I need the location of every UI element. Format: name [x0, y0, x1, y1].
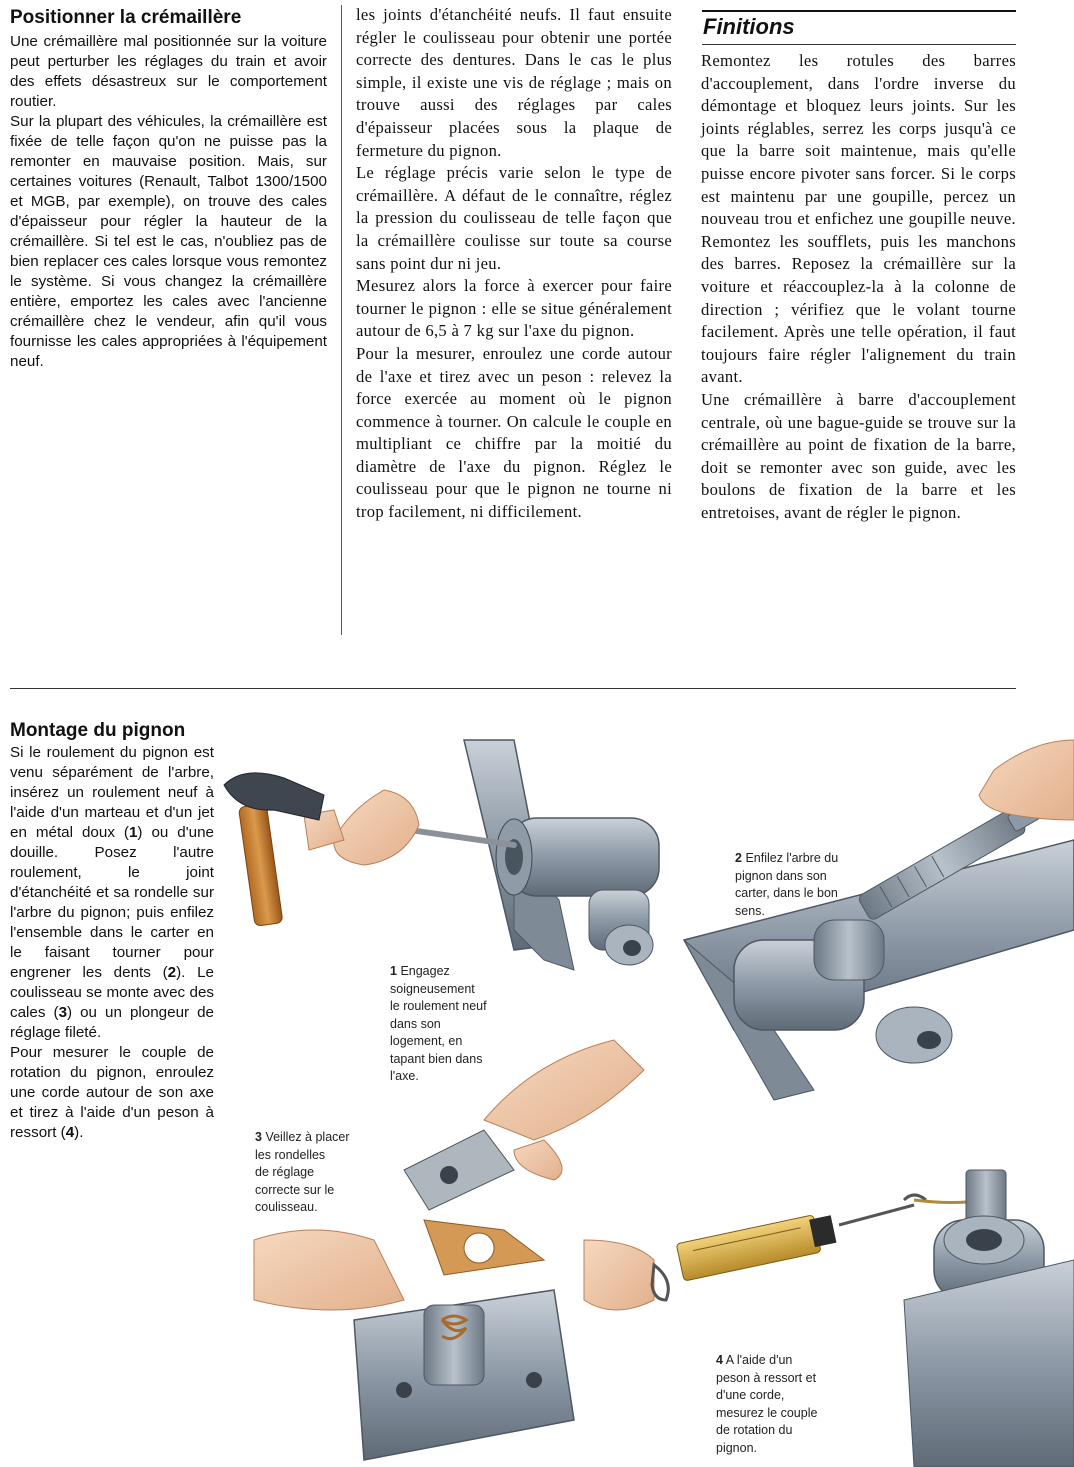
caption-line: dans son [390, 1016, 441, 1031]
paragraph: les joints d'étanchéité neufs. Il faut ensuite régler le coulisseau pour obtenir une portée correcte des dentures. Dans le cas le plus simple, il existe une vis de réglage ; mais on trouve aussi des réglages par cales d'épaisseur placées sous la plaque de fermeture du pignon. [356, 5, 672, 160]
section-finitions-text [701, 50, 1016, 524]
step-ref: 4 [65, 1124, 75, 1141]
caption-line: pignon dans son [735, 868, 827, 883]
caption-number: 4 [716, 1353, 723, 1367]
section-montage-text [10, 743, 214, 1143]
text-run: ). [74, 1124, 84, 1141]
section-title-finitions: Finitions [703, 14, 795, 39]
section-title-montage: Montage du pignon [10, 720, 186, 741]
caption-line: Veillez à placer [265, 1130, 350, 1144]
caption-line: sens. [735, 903, 765, 918]
caption-line: Enfilez l'arbre du [745, 851, 839, 865]
caption-line: logement, en [390, 1034, 463, 1048]
caption-line: tapant bien dans [390, 1051, 483, 1066]
caption-number: 2 [735, 851, 742, 865]
caption-line: mesurez le couple [716, 1405, 818, 1420]
text-run: ). Le coulisseau se monte avec des cales ( [10, 964, 214, 1021]
column-divider [341, 5, 342, 635]
caption-line: correcte sur le [255, 1182, 335, 1197]
caption-line: les rondelles [255, 1147, 326, 1162]
paragraph [10, 1043, 214, 1143]
step1-illustration [224, 740, 659, 970]
paragraph: Le réglage précis varie selon le type de crémaillère. A défaut de le connaître, réglez la pression du coulisseau de telle façon que la crémaillère coulisse sur toute sa course sans point dur ni jeu. [356, 163, 672, 273]
caption-line: A l'aide d'un [725, 1353, 793, 1367]
caption-line: d'une corde, [716, 1388, 785, 1402]
caption-line: pignon. [716, 1440, 758, 1455]
paragraph: Sur la plupart des véhicules, la crémaillère est fixée de telle façon qu'on ne puisse pas la remonter en mauvaise position. Mais, sur certaines voitures (Renault, Talbot 1300/1500 et MGB, par exemple), on trouve des cales d'épaisseur pour régler la hauteur de la crémaillère. Si tel est le cas, n'oubliez pas de bien replacer ces cales lorsque vous remontez le système. Si vous changez la crémaillère entière, emportez les cales avec l'ancienne crémaillère chez le vendeur, afin qu'il vous fournisse les cales appropriées à l'équipement neuf. [10, 113, 327, 370]
paragraph: Remontez les rotules des barres d'accouplement, dans l'ordre inverse du démontage et bloquez leurs joints. Sur les joints réglables, serrez les corps jusqu'à ce que la barre soit maintenue, mais qu'elle puisse encore pivoter sans forcer. Si le corps est maintenu par une goupille, percez un nouveau trou et enfichez une goupille neuve. Remontez les soufflets, puis les manchons des barres. Reposez la crémaillère sur la voiture et réaccouplez-la à la colonne de direction ; vérifiez que le volant tourne facilement. Après une telle opération, il faut toujours faire régler l'alignement du train avant. [701, 51, 1016, 387]
section-title-positionner: Positionner la crémaillère [10, 7, 242, 28]
step-ref: 3 [58, 1004, 68, 1021]
text-run: ) ou un plongeur de réglage fileté. [10, 1004, 215, 1041]
paragraph [10, 743, 214, 1043]
paragraph: Pour la mesurer, enroulez une corde autour de l'axe et tirez avec un peson : relevez la force exercée au moment où le pignon commence à tourner. On calcule le couple en multipliant ce chiffre par la moitié du diamètre de l'axe du pignon. Réglez le coulisseau pour que le pignon ne tourne ni trop facilement, ni difficilement. [356, 343, 672, 522]
section-positionner-text [10, 32, 327, 372]
caption-line: coulisseau. [255, 1200, 318, 1214]
caption-line: soigneusement [390, 981, 475, 996]
step-ref: 2 [167, 964, 177, 981]
caption-step-2 [735, 850, 875, 920]
finitions-top-rule [702, 10, 1016, 12]
caption-line: l'axe. [390, 1069, 419, 1083]
assembly-illustration [214, 700, 1074, 1467]
text-run: Si le roulement du pignon est venu séparément de l'arbre, insérez un roulement neuf à l'aide d'un marteau et d'un jet en métal doux ( [10, 744, 214, 841]
paragraph: Mesurez alors la force à exercer pour faire tourner le pignon : elle se situe généralement autour de 6,5 à 7 kg sur l'axe du pignon. [356, 276, 672, 341]
caption-step-1 [390, 963, 520, 1086]
caption-line: de réglage [255, 1165, 315, 1179]
caption-line: Engagez [400, 964, 450, 978]
caption-step-3 [255, 1129, 385, 1217]
caption-step-4 [716, 1352, 856, 1457]
step2-illustration [684, 740, 1074, 1100]
caption-line: de rotation du [716, 1423, 793, 1437]
finitions-title-rule [702, 44, 1016, 45]
caption-number: 1 [390, 964, 397, 978]
paragraph: Une crémaillère mal positionnée sur la voiture peut perturber les réglages du train et avoir des effets désastreux sur le comportement routier. [10, 33, 327, 110]
step-ref: 1 [128, 824, 138, 841]
text-run: ) ou d'une douille. Posez l'autre roulement, le joint d'étanchéité et sa rondelle sur l'arbre du pignon; puis enfilez l'ensemble dans le carter en le faisant tourner pour engrener les dents ( [10, 824, 214, 981]
caption-line: le roulement neuf [390, 999, 487, 1013]
text-run: Pour mesurer le couple de rotation du pignon, enroulez une corde autour de son axe et tirez à l'aide d'un peson à ressort ( [10, 1044, 214, 1141]
section-divider [10, 688, 1016, 689]
section-reglage-text [356, 4, 672, 524]
caption-line: carter, dans le bon [735, 886, 838, 900]
caption-line: peson à ressort et [716, 1370, 817, 1385]
caption-number: 3 [255, 1130, 262, 1144]
paragraph: Une crémaillère à barre d'accouplement centrale, où une bague-guide se trouve sur la crémaillère au point de fixation de la barre, doit se remonter avec son guide, avec les boulons de fixation de la barre et les entretoises, avant de régler le pignon. [701, 389, 1016, 522]
